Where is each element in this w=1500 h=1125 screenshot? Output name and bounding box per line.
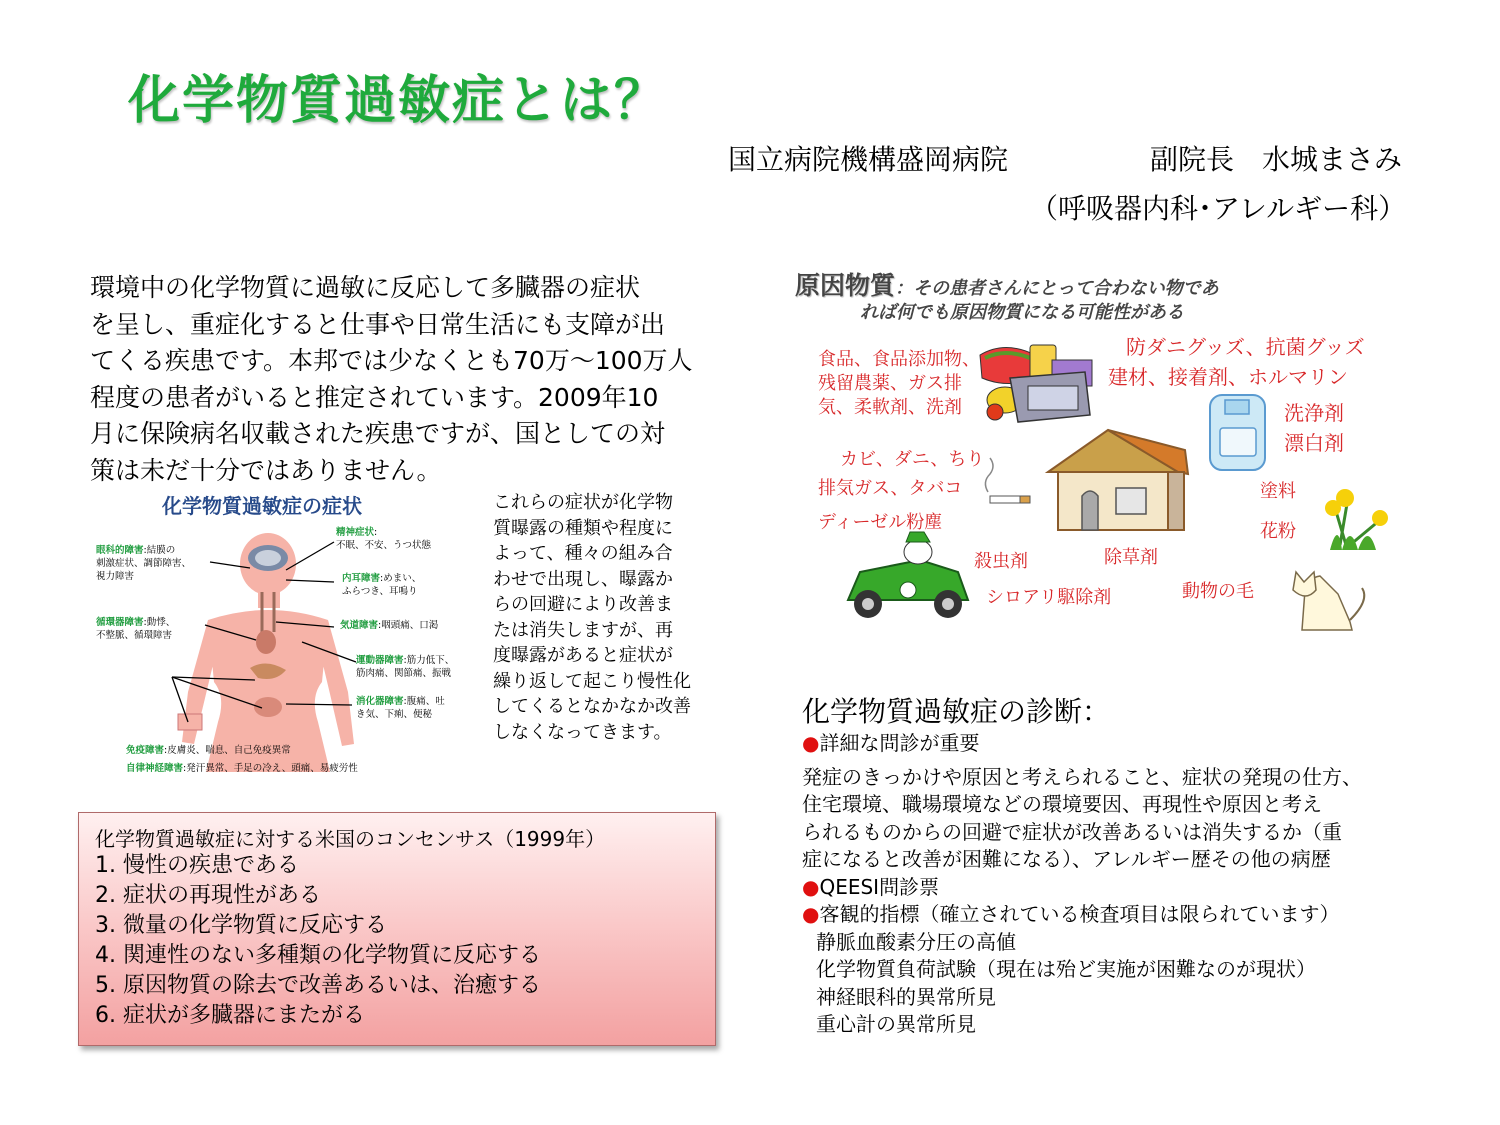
symptom-inner-ear: 内耳障害:めまい、 ふらつき、耳鳴り: [342, 573, 422, 597]
symptom-text-line: たは消失しますが、再: [493, 619, 673, 641]
institution: 国立病院機構盛岡病院: [728, 143, 1009, 176]
cause-paint: 塗料: [1260, 481, 1296, 502]
diagnosis-detail-line: 発症のきっかけや原因と考えられること、症状の発現の仕方、: [802, 764, 1362, 789]
symptom-figure: [90, 482, 485, 782]
author-role: 副院長 水城まさみ: [1150, 143, 1403, 176]
symptom-figure-title: 化学物質過敏症の症状: [162, 494, 362, 518]
page-title: 化学物質過敏症とは？: [128, 71, 669, 131]
cigarette-icon: [985, 458, 1030, 503]
symptom-text-line: しなくなってきます。: [493, 721, 672, 743]
causes-subtitle: ：その患者さんにとって合わない物であ: [895, 278, 1219, 299]
symptom-circulatory: 循環器障害:動悸、 不整脈、循環障害: [96, 617, 176, 641]
consensus-item: 5. 原因物質の除去で改善あるいは、治癒する: [95, 973, 541, 998]
symptom-text-line: してくるとなかなか改善: [493, 696, 691, 717]
diagnosis-detail-line: られるものからの回避で症状が改善あるいは消失するか（重: [802, 819, 1342, 844]
cause-goods: 防ダニグッズ、抗菌グッズ 建材、接着剤、ホルマリン: [1108, 335, 1365, 389]
symptom-motor: 運動器障害:筋力低下、 筋肉痛、関節痛、振戦: [356, 655, 455, 679]
consensus-title: 化学物質過敏症に対する米国のコンセンサス（1999年）: [95, 827, 606, 851]
symptom-eye: 眼科的障害:結膜の 刺激症状、調節障害、 視力障害: [96, 545, 192, 582]
cause-termite: シロアリ駆除剤: [986, 587, 1112, 608]
diagnosis-test: 化学物質負荷試験（現在は殆ど実施が困難なのが現状）: [816, 957, 1316, 981]
department: （呼吸器内科･アレルギー科）: [1030, 192, 1407, 225]
diagnosis-test: 重心計の異常所見: [816, 1012, 976, 1036]
dandelion-icon: [1325, 489, 1388, 550]
diagnosis-detail-line: 住宅環境、職場環境などの環境要因、再現性や原因と考え: [802, 792, 1322, 816]
consensus-item: 3. 微量の化学物質に反応する: [95, 913, 387, 938]
symptom-immune: 免疫障害:皮膚炎、喘息、自己免疫異常: [126, 745, 291, 756]
cause-detergent: 洗浄剤 漂白剤: [1284, 401, 1344, 455]
cause-mold: カビ、ダニ、ちり: [840, 449, 985, 470]
consensus-item: 4. 関連性のない多種類の化学物質に反応する: [95, 943, 541, 968]
intro-line: 策は未だ十分ではありません。: [90, 455, 442, 485]
diagnosis-section: [802, 690, 1442, 1039]
cause-food: 食品、食品添加物、 残留農薬、ガス排 気、柔軟剤、洗剤: [818, 349, 980, 418]
food-icon: [980, 345, 1092, 422]
intro-line: 環境中の化学物質に過敏に反応して多臓器の症状: [90, 273, 641, 302]
symptom-text-line: らの回避により改善ま: [493, 594, 673, 615]
consensus-list: [95, 851, 541, 1031]
intro-line: てくる疾患です。本邦では少なくとも70万～100万人: [90, 346, 693, 375]
bullet-icon: ●: [802, 731, 820, 755]
diagnosis-bullet: ●詳細な問診が重要: [802, 731, 980, 755]
diagnosis-test: 神経眼科的異常所見: [816, 984, 996, 1009]
causes-heading-text: 原因物質: [795, 271, 896, 300]
cause-insecticide: 殺虫剤: [974, 551, 1028, 572]
consensus-box: [78, 812, 716, 1046]
author-line: [728, 138, 1403, 178]
cause-animal-hair: 動物の毛: [1182, 581, 1254, 602]
symptom-text-line: 度曝露があると症状が: [493, 645, 673, 666]
cause-pollen: 花粉: [1260, 521, 1296, 542]
cat-icon: [1293, 572, 1364, 630]
cause-exhaust: 排気ガス、タバコ: [818, 478, 963, 499]
symptom-text-line: これらの症状が化学物: [493, 492, 673, 513]
diagnosis-title: 化学物質過敏症の診断：: [802, 695, 1111, 728]
car-icon: [848, 532, 968, 618]
symptom-airway: 気道障害:咽頭痛、口渇: [340, 620, 439, 631]
diagnosis-bullet: ●QEESI問診票: [802, 874, 940, 899]
symptom-mental: 精神症状: 不眠、不安、うつ状態: [336, 527, 432, 551]
symptom-description: [493, 490, 718, 745]
intro-line: 月に保険病名収載された疾患ですが、国としての対: [90, 419, 666, 448]
consensus-item: 6. 症状が多臓器にまたがる: [95, 1003, 365, 1028]
bullet-icon: ●: [802, 902, 820, 926]
consensus-item: 1. 慢性の疾患である: [95, 853, 299, 878]
symptom-digestive: 消化器障害:腹痛、吐 き気、下痢、便秘: [356, 696, 445, 720]
detergent-bottle-icon: [1210, 395, 1265, 470]
intro-line: 程度の患者がいると推定されています。2009年10: [90, 382, 659, 412]
symptom-text-line: わせで出現し、曝露か: [493, 568, 673, 590]
intro-paragraph: [90, 270, 722, 489]
symptom-text-line: 質曝露の種類や程度に: [493, 517, 673, 539]
house-icon: [1048, 430, 1188, 530]
cause-herbicide: 除草剤: [1104, 547, 1158, 568]
causes-panel: [790, 260, 1430, 640]
symptom-autonomic: 自律神経障害:発汗異常、手足の冷え、頭痛、易疲労性: [126, 763, 358, 774]
cause-diesel: ディーゼル粉塵: [818, 512, 943, 533]
symptom-text-line: よって、種々の組み合: [493, 543, 673, 564]
symptom-text-line: 繰り返して起こり慢性化: [493, 670, 691, 692]
diagnosis-test: 静脈血酸素分圧の高値: [816, 929, 1016, 954]
bullet-icon: ●: [802, 874, 820, 899]
consensus-item: 2. 症状の再現性がある: [95, 883, 321, 908]
causes-subtitle-2: れば何でも原因物質になる可能性がある: [860, 302, 1184, 323]
diagnosis-detail-line: 症になると改善が困難になる）、アレルギー歴その他の病歴: [802, 847, 1331, 871]
diagnosis-bullet: ●客観的指標（確立されている検査項目は限られています）: [802, 902, 1340, 926]
intro-line: を呈し、重症化すると仕事や日常生活にも支障が出: [90, 309, 666, 339]
